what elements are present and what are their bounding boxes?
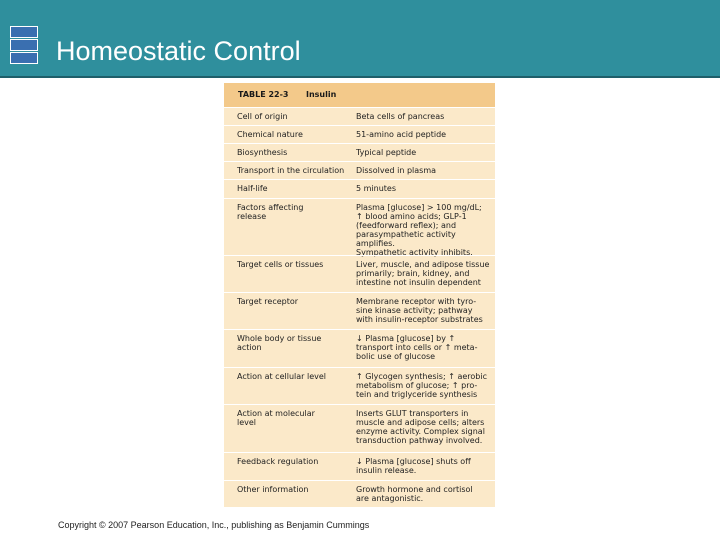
row-value: Dissolved in plasma [356,166,437,175]
row-label: Cell of origin [237,112,288,121]
table-header [224,83,495,107]
table-row [224,480,495,508]
row-value: Liver, muscle, and adipose tissue primarily; brain, kidney, and intestine not insulin dependent [356,260,490,287]
table-title: Insulin [306,90,337,99]
insulin-table [224,83,495,507]
table-row [224,404,495,453]
row-label: Biosynthesis [237,148,288,157]
logo-bar [10,26,38,38]
stacked-bars-logo-icon [10,22,40,70]
row-label: Whole body or tissue action [237,334,322,352]
table-row [224,452,495,481]
table-row [224,125,495,144]
row-value: 5 minutes [356,184,397,193]
row-value: ↓ Plasma [glucose] by ↑ transport into cells or ↑ meta- bolic use of glucose [356,334,478,361]
row-value: Membrane receptor with tyro- sine kinase activity; pathway with insulin-receptor substrates [356,297,483,324]
table-row [224,179,495,199]
row-value: Typical peptide [356,148,417,157]
slide-title: Homeostatic Control [56,36,301,66]
row-value: Growth hormone and cortisol are antagonistic. [356,485,473,503]
row-label: Target receptor [237,297,299,306]
logo-bar [10,39,38,51]
slide-header [0,0,720,78]
row-label: Action at cellular level [237,372,326,381]
row-label: Other information [237,485,309,494]
table-row [224,255,495,293]
table-row [224,292,495,330]
row-value: Plasma [glucose] > 100 mg/dL; ↑ blood amino acids; GLP-1 (feedforward reflex); and parasympathetic activity amplifies. Sympathetic activity inhibits. [356,203,482,257]
row-label: Feedback regulation [237,457,319,466]
copyright-notice: Copyright © 2007 Pearson Education, Inc., publishing as Benjamin Cummings [58,520,370,530]
table-row [224,367,495,405]
row-label: Factors affecting release [237,203,304,221]
row-value: 51-amino acid peptide [356,130,447,139]
table-row [224,198,495,256]
table-number: TABLE 22-3 [238,90,289,99]
row-label: Chemical nature [237,130,303,139]
table-row [224,161,495,180]
row-value: ↑ Glycogen synthesis; ↑ aerobic metabolism of glucose; ↑ pro- tein and triglyceride synthesis [356,372,487,399]
row-value: Beta cells of pancreas [356,112,445,121]
table-row [224,329,495,368]
row-value: Inserts GLUT transporters in muscle and adipose cells; alters enzyme activity. Complex signal transduction pathway involved. [356,409,485,445]
row-label: Half-life [237,184,268,193]
row-value: ↓ Plasma [glucose] shuts off insulin release. [356,457,471,475]
table-row [224,143,495,162]
row-label: Transport in the circulation [237,166,345,175]
logo-bar [10,52,38,64]
row-label: Action at molecular level [237,409,315,427]
row-label: Target cells or tissues [237,260,324,269]
table-row [224,107,495,126]
